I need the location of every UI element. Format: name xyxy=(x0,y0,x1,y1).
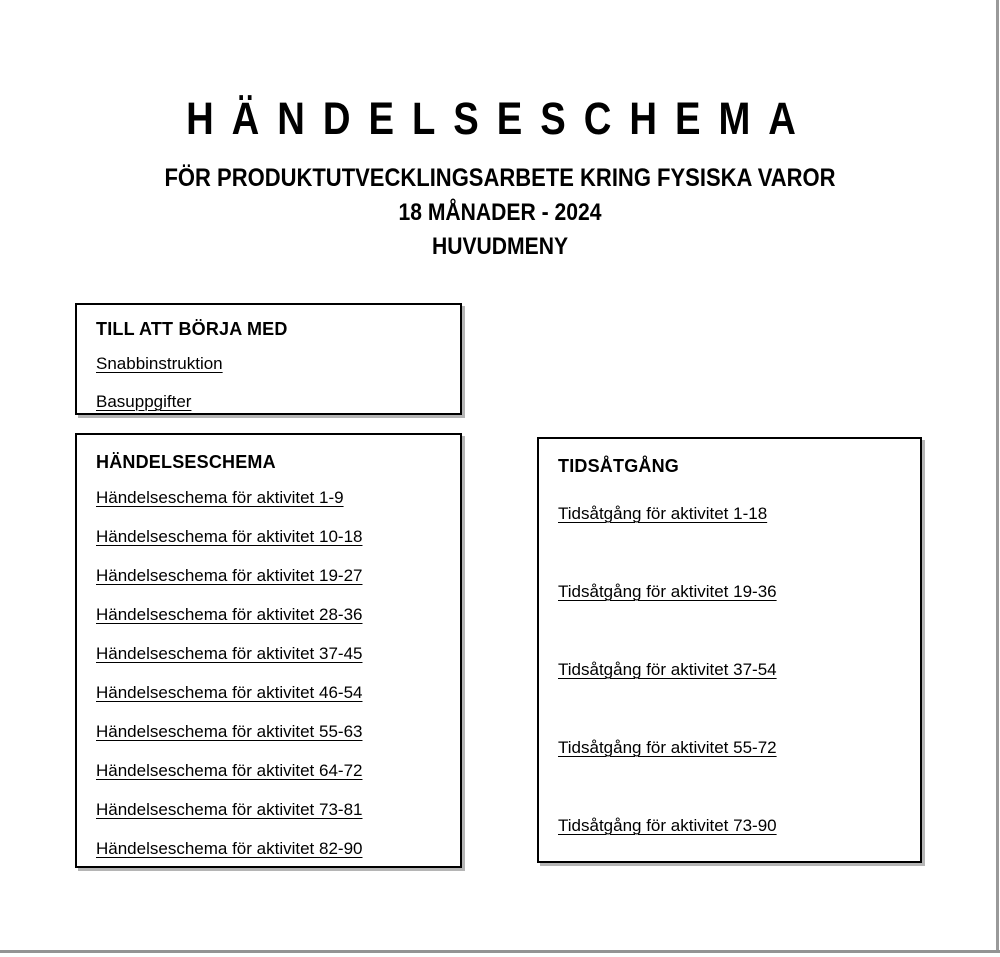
list-item xyxy=(96,760,460,799)
link-basuppgifter[interactable]: Basuppgifter xyxy=(96,392,192,411)
page-right-edge xyxy=(996,0,999,952)
link-schedule-64-72[interactable]: Händelseschema för aktivitet 64-72 xyxy=(96,761,363,780)
main-menu-label: HUVUDMENY xyxy=(431,233,569,260)
link-schedule-19-27[interactable]: Händelseschema för aktivitet 19-27 xyxy=(96,566,363,585)
link-schedule-1-9[interactable]: Händelseschema för aktivitet 1-9 xyxy=(96,488,344,507)
link-time-37-54[interactable]: Tidsåtgång för aktivitet 37-54 xyxy=(558,660,777,679)
link-schedule-73-81[interactable]: Händelseschema för aktivitet 73-81 xyxy=(96,800,363,819)
list-item xyxy=(96,526,460,565)
list-item xyxy=(96,799,460,838)
event-schedule-box-title: HÄNDELSESCHEMA xyxy=(96,452,276,472)
list-item xyxy=(558,815,920,893)
list-item xyxy=(96,838,460,877)
list-item xyxy=(96,487,460,526)
page-title: HÄNDELSESCHEMA xyxy=(186,93,814,144)
list-item xyxy=(558,503,920,581)
list-item xyxy=(558,581,920,659)
getting-started-box xyxy=(75,303,462,415)
link-time-55-72[interactable]: Tidsåtgång för aktivitet 55-72 xyxy=(558,738,777,757)
link-schedule-82-90[interactable]: Händelseschema för aktivitet 82-90 xyxy=(96,839,363,858)
list-item xyxy=(96,643,460,682)
list-item xyxy=(558,737,920,815)
link-schedule-37-45[interactable]: Händelseschema för aktivitet 37-45 xyxy=(96,644,363,663)
list-item xyxy=(96,604,460,643)
link-time-73-90[interactable]: Tidsåtgång för aktivitet 73-90 xyxy=(558,816,777,835)
page-period-label: 18 MÅNADER - 2024 xyxy=(398,199,602,226)
getting-started-box-title: TILL ATT BÖRJA MED xyxy=(96,319,288,339)
link-time-1-18[interactable]: Tidsåtgång för aktivitet 1-18 xyxy=(558,504,768,523)
getting-started-link-list xyxy=(96,353,460,429)
time-spent-link-list xyxy=(558,503,920,893)
list-item xyxy=(96,391,460,429)
list-item xyxy=(96,721,460,760)
time-spent-box xyxy=(537,437,922,863)
link-time-19-36[interactable]: Tidsåtgång för aktivitet 19-36 xyxy=(558,582,777,601)
time-spent-box-title: TIDSÅTGÅNG xyxy=(558,456,679,476)
link-schedule-28-36[interactable]: Händelseschema för aktivitet 28-36 xyxy=(96,605,363,624)
list-item xyxy=(96,353,460,391)
link-schedule-46-54[interactable]: Händelseschema för aktivitet 46-54 xyxy=(96,683,363,702)
link-snabbinstruktion[interactable]: Snabbinstruktion xyxy=(96,354,223,373)
list-item xyxy=(558,659,920,737)
page-bottom-edge xyxy=(0,950,1000,953)
event-schedule-link-list xyxy=(96,487,460,877)
list-item xyxy=(96,565,460,604)
link-schedule-55-63[interactable]: Händelseschema för aktivitet 55-63 xyxy=(96,722,363,741)
page-subtitle: FÖR PRODUKTUTVECKLINGSARBETE KRING FYSISKA VAROR xyxy=(164,164,836,192)
link-schedule-10-18[interactable]: Händelseschema för aktivitet 10-18 xyxy=(96,527,363,546)
list-item xyxy=(96,682,460,721)
event-schedule-box xyxy=(75,433,462,868)
